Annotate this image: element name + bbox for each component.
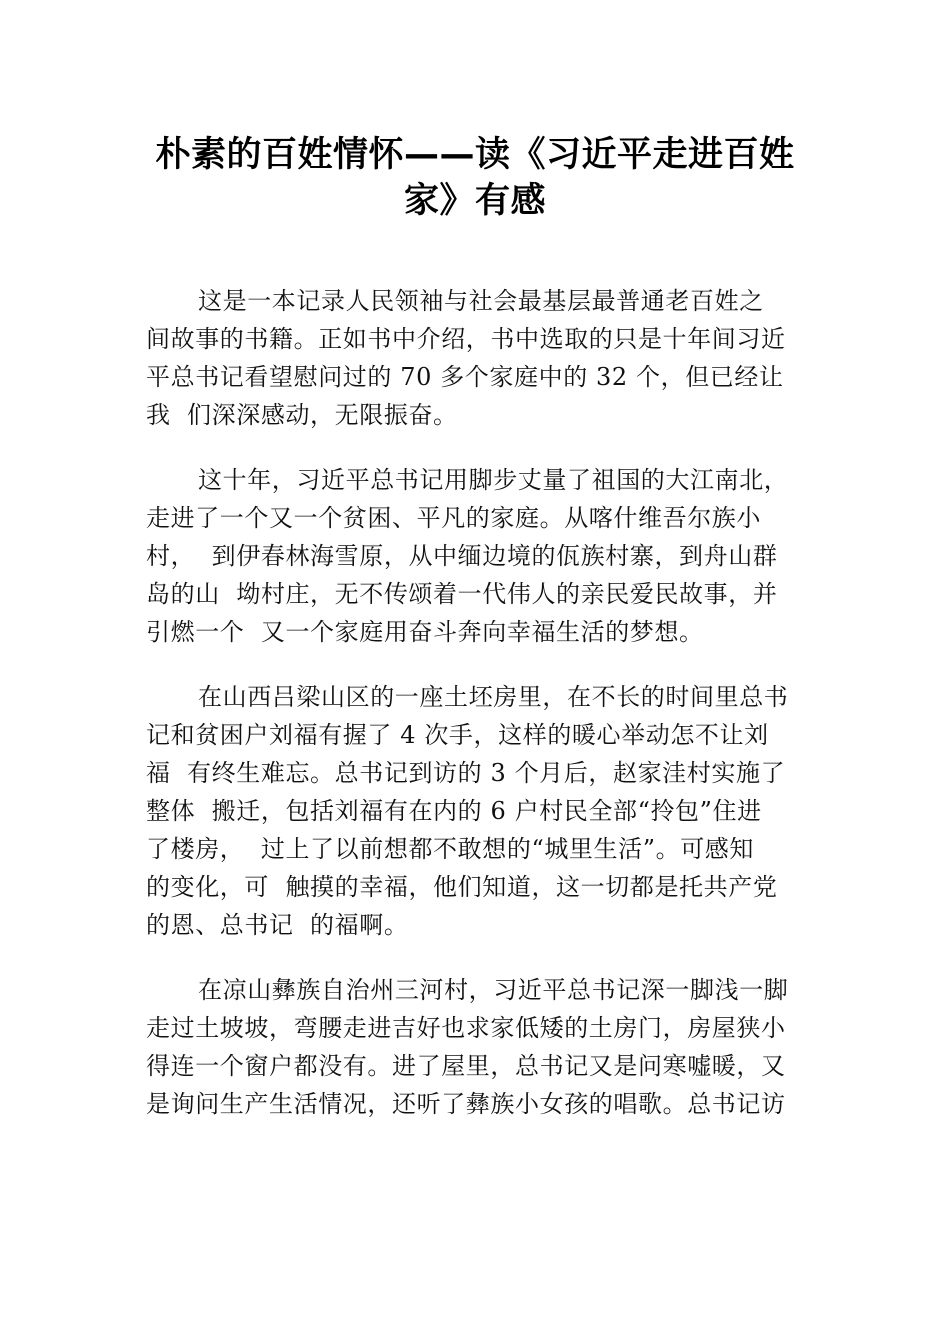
text-line: 平总书记看望慰问过的 70 多个家庭中的 32 个，但已经让 — [146, 363, 784, 391]
text-line: 记和贫困户刘福有握了 4 次手，这样的暖心举动怎不让刘 — [146, 721, 769, 749]
title-line-2: 家》有感 — [403, 181, 546, 221]
text-line: 的变化，可 触摸的幸福，他们知道，这一切都是托共产党 — [146, 873, 778, 901]
text-line: 这是一本记录人民领袖与社会最基层最普通老百姓之 — [198, 287, 764, 315]
title-line-1: 朴素的百姓情怀——读《习近平走进百姓 — [155, 135, 795, 175]
paragraph-3 — [146, 678, 814, 944]
paragraph-1 — [146, 282, 814, 434]
text-line: 我 们深深感动，无限振奋。 — [146, 401, 458, 429]
article-body — [146, 282, 814, 1150]
text-line: 在凉山彝族自治州三河村，习近平总书记深一脚浅一脚 — [198, 976, 789, 1004]
text-line: 走过土坡坡，弯腰走进吉好也求家低矮的土房门，房屋狭小 — [146, 1014, 786, 1042]
text-line: 得连一个窗户都没有。进了屋里，总书记又是问寒嘘暖，又 — [146, 1052, 786, 1080]
text-line: 引燃一个 又一个家庭用奋斗奔向幸福生活的梦想。 — [146, 618, 704, 646]
text-line: 间故事的书籍。正如书中介绍，书中选取的只是十年间习近 — [146, 325, 786, 353]
text-line: 的恩、总书记 的福啊。 — [146, 911, 409, 939]
paragraph-2 — [146, 461, 814, 651]
paragraph-4 — [146, 971, 814, 1123]
text-line: 这十年，习近平总书记用脚步丈量了祖国的大江南北， — [198, 466, 789, 494]
text-line: 了楼房， 过上了以前想都不敢想的“城里生活”。可感知 — [146, 835, 754, 863]
text-line: 是询问生产生活情况，还听了彝族小女孩的唱歌。总书记访 — [146, 1090, 786, 1118]
text-line: 福 有终生难忘。总书记到访的 3 个月后，赵家洼村实施了 — [146, 759, 786, 787]
text-line: 在山西吕梁山区的一座土坯房里，在不长的时间里总书 — [198, 683, 789, 711]
text-line: 村， 到伊春林海雪原，从中缅边境的佤族村寨，到舟山群 — [146, 542, 778, 570]
text-line: 岛的山 坳村庄，无不传颂着一代伟人的亲民爱民故事，并 — [146, 580, 778, 608]
page-title — [140, 132, 810, 224]
text-line: 走进了一个又一个贫困、平凡的家庭。从喀什维吾尔族小 — [146, 504, 761, 532]
text-line: 整体 搬迁，包括刘福有在内的 6 户村民全部“拎包”住进 — [146, 797, 762, 825]
